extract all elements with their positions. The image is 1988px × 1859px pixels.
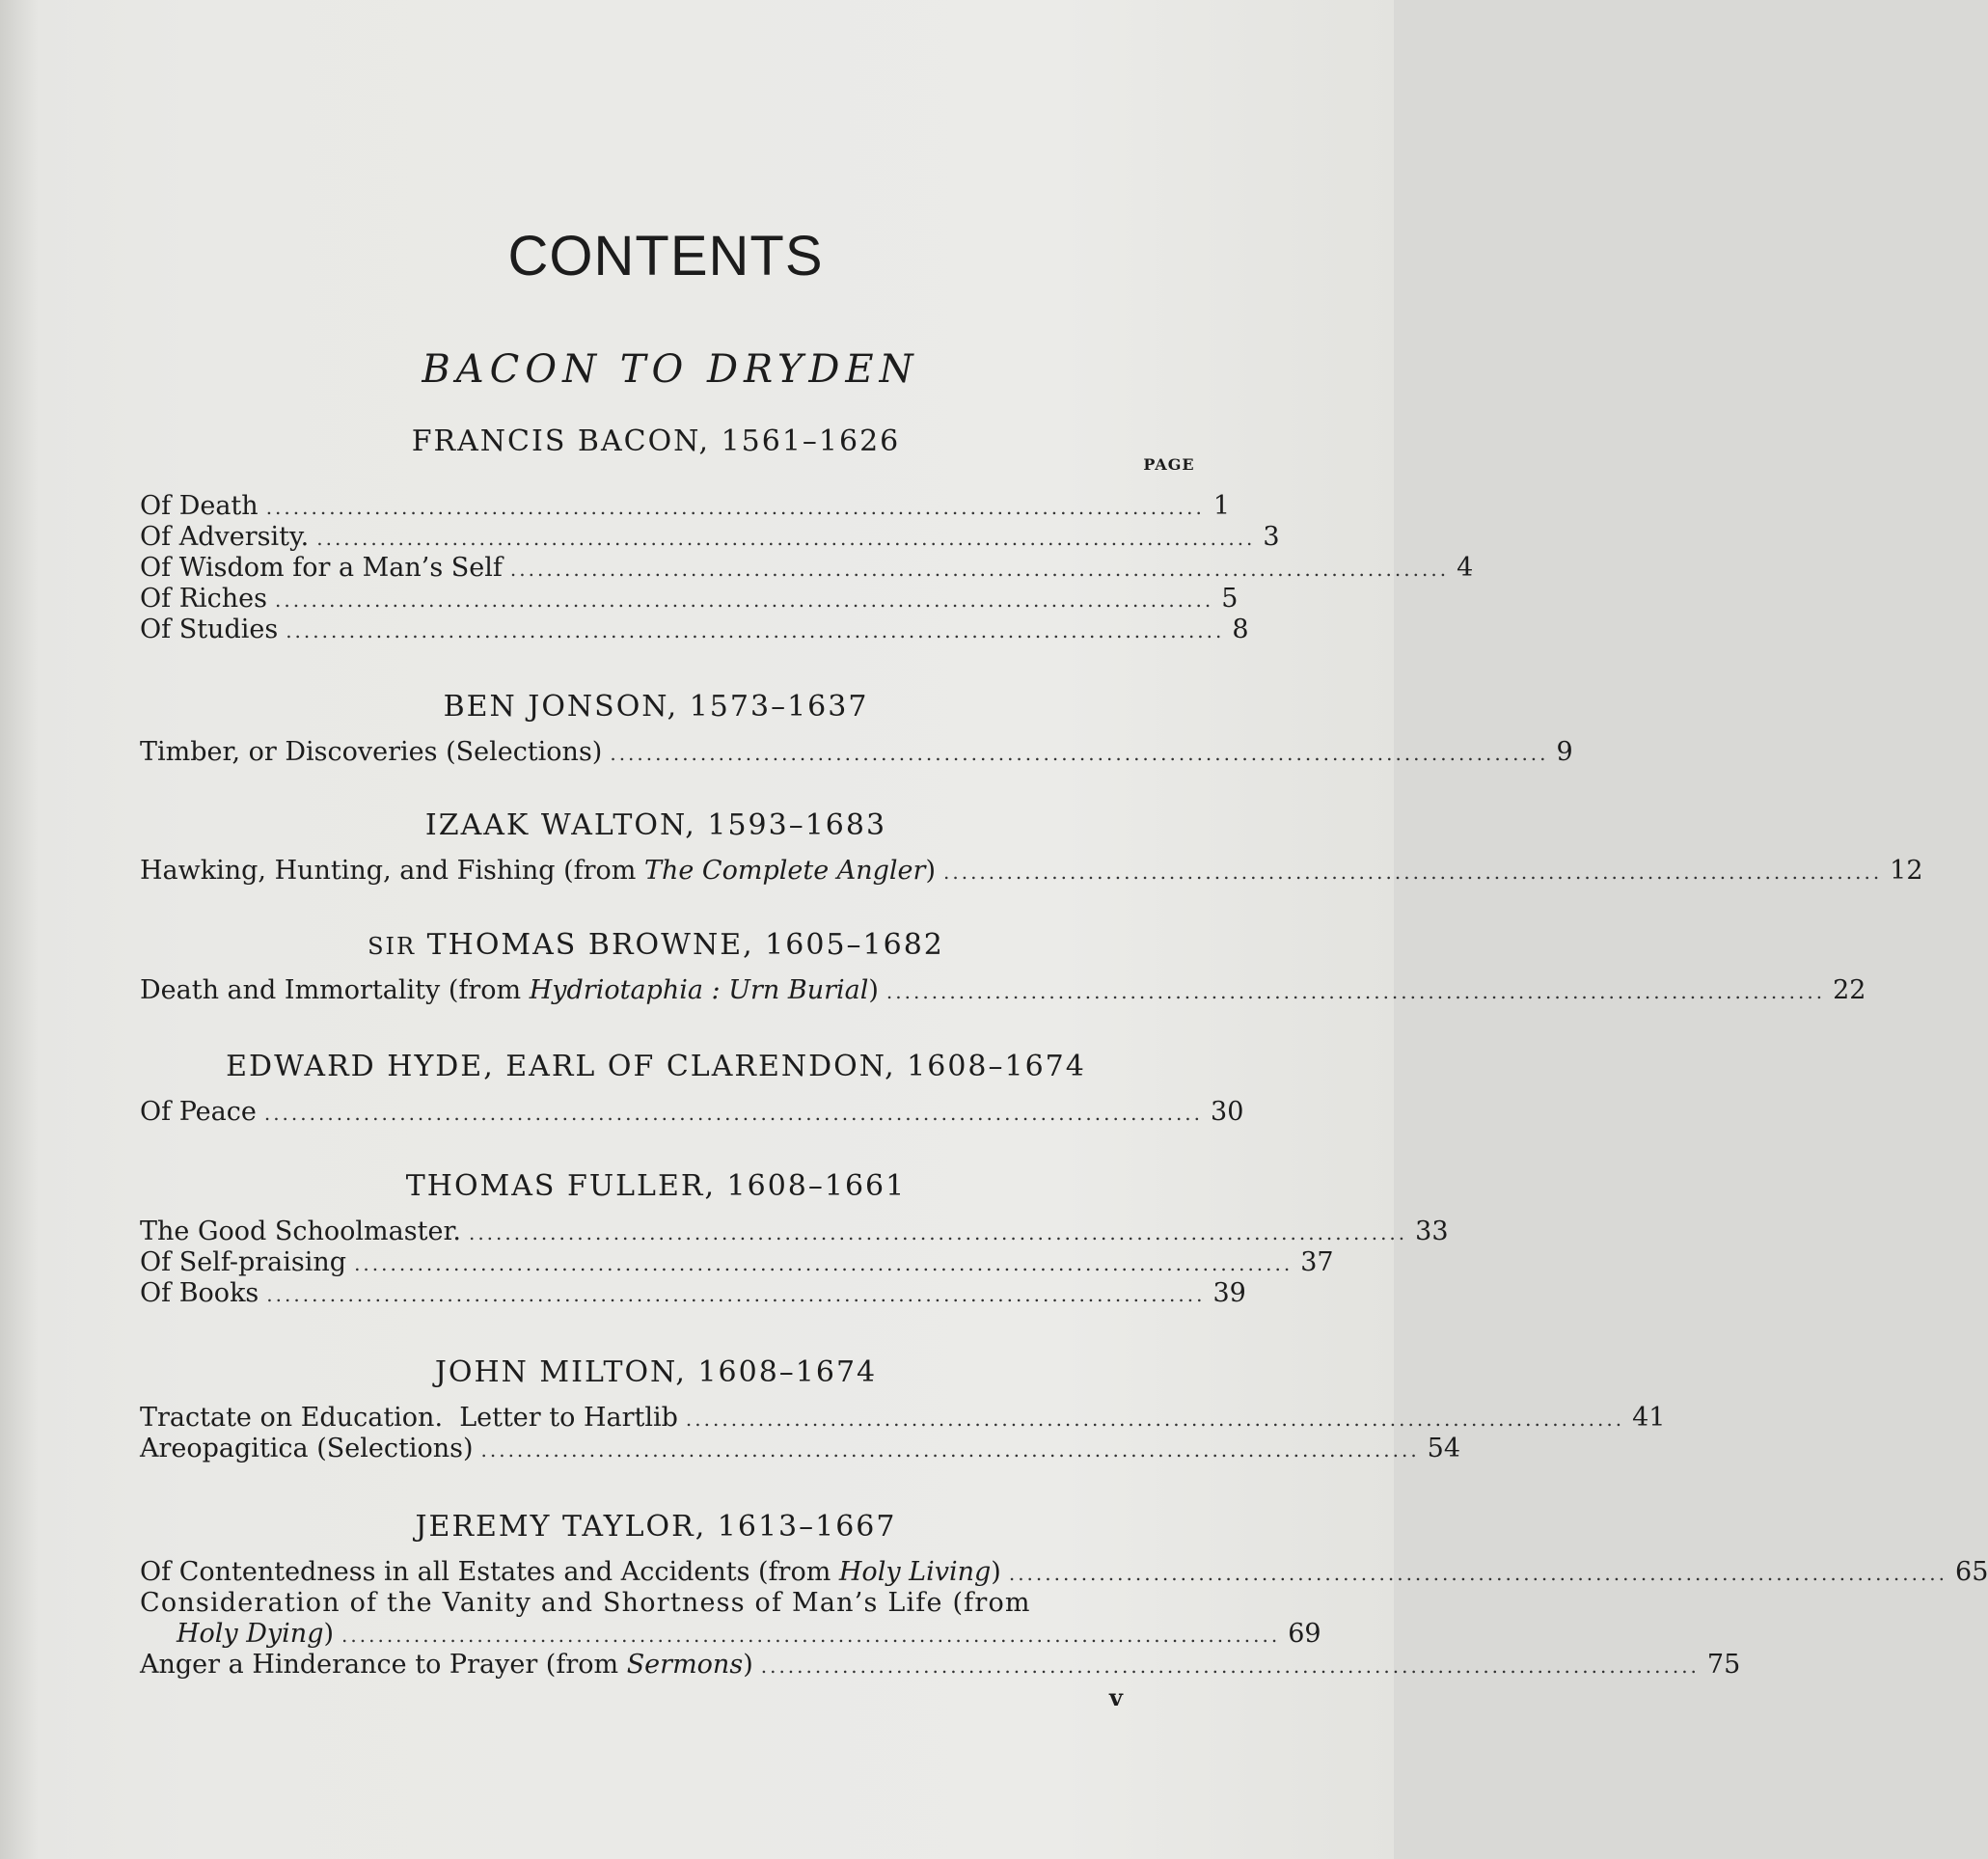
author-heading: BEN JONSON, 1573–1637 (443, 690, 869, 724)
toc-entry[interactable]: Of Riches ........................................................................................................ 5 (140, 584, 1239, 614)
toc-entry[interactable]: Timber, or Discoveries (Selections) ........................................................................................................ 9 (140, 737, 1573, 767)
toc-entry[interactable]: Tractate on Education. Letter to Hartlib ........................................................................................................ 41 (140, 1403, 1666, 1433)
toc-entry-continuation[interactable]: Holy Dying) ........................................................................................................ 69 (177, 1619, 1321, 1649)
toc-entry[interactable]: Of Peace ........................................................................................................ 30 (140, 1097, 1244, 1127)
section-thomas-browne (140, 928, 1866, 1006)
toc-entry[interactable]: Areopagitica (Selections) ........................................................................................................ 54 (140, 1434, 1461, 1463)
author-heading: IZAAK WALTON, 1593–1683 (424, 808, 887, 842)
page-title: CONTENTS (507, 225, 824, 287)
page-column-label: PAGE (1143, 455, 1195, 474)
author-prefix: SIR (368, 933, 417, 960)
toc-entry[interactable]: Of Contentedness in all Estates and Accidents (from Holy Living) ........................................................................................................ 65 (140, 1557, 1988, 1587)
toc-entry[interactable]: The Good Schoolmaster. ........................................................................................................ 33 (140, 1217, 1449, 1246)
section-francis-bacon (140, 424, 1474, 645)
section-john-milton (140, 1355, 1666, 1464)
author-heading: SIR THOMAS BROWNE, 1605–1682 (368, 928, 944, 962)
toc-entry[interactable]: Of Death ........................................................................................................ 1 (140, 491, 1230, 521)
page-folio: v (1109, 1683, 1123, 1711)
toc-entry[interactable]: Of Wisdom for a Man’s Self ........................................................................................................ 4 (140, 553, 1474, 583)
section-ben-jonson (140, 690, 1573, 768)
author-heading: JOHN MILTON, 1608–1674 (434, 1355, 878, 1389)
section-thomas-fuller (140, 1169, 1449, 1309)
toc-entry[interactable]: Death and Immortality (from Hydriotaphia : Urn Burial) ........................................................................................................ 22 (140, 975, 1866, 1005)
author-heading: JEREMY TAYLOR, 1613–1667 (415, 1510, 897, 1544)
author-heading: FRANCIS BACON, 1561–1626 (411, 424, 901, 458)
toc-entry[interactable]: Hawking, Hunting, and Fishing (from The Complete Angler) ........................................................................................................ 12 (140, 856, 1923, 886)
toc-entry[interactable]: Of Adversity. ........................................................................................................ 3 (140, 522, 1280, 552)
toc-entry[interactable]: Of Books ........................................................................................................ 39 (140, 1278, 1246, 1308)
toc-entry[interactable]: Of Studies ........................................................................................................ 8 (140, 615, 1249, 644)
author-heading: EDWARD HYDE, EARL OF CLARENDON, 1608–1674 (226, 1050, 1086, 1083)
author-heading: THOMAS FULLER, 1608–1661 (405, 1169, 907, 1203)
section-jeremy-taylor (140, 1510, 1988, 1681)
toc-entry[interactable]: Anger a Hinderance to Prayer (from Sermons) ........................................................................................................ 75 (140, 1650, 1741, 1680)
part-heading: BACON TO DRYDEN (422, 347, 919, 392)
toc-entry[interactable]: Consideration of the Vanity and Shortness of Man’s Life (from (140, 1588, 1031, 1618)
section-izaak-walton (140, 808, 1923, 887)
section-edward-hyde (140, 1050, 1244, 1128)
toc-entry[interactable]: Of Self-praising ........................................................................................................ 37 (140, 1247, 1334, 1277)
